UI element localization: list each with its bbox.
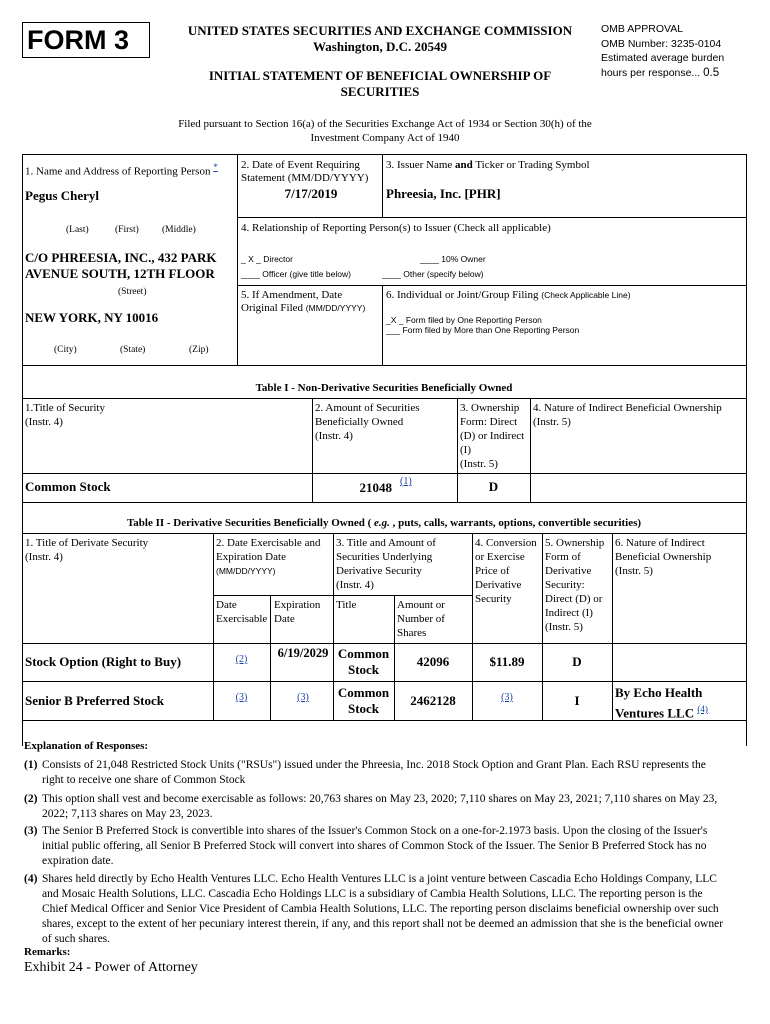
table2-col3-header	[336, 536, 436, 592]
footnote-1	[24, 758, 729, 788]
t2r2-amount: 2462128	[410, 693, 456, 708]
t2h4-l4: Derivative	[475, 579, 522, 591]
t1h1-l2: (Instr. 4)	[25, 416, 63, 428]
middle-caption: (Middle)	[162, 225, 196, 235]
t2h3b-l1: Amount or	[397, 599, 445, 611]
box5-label-line1: 5. If Amendment, Date	[241, 289, 343, 301]
table2-col2-header	[216, 536, 320, 578]
table2-col3b-header	[397, 598, 445, 640]
explanation-heading: Explanation of Responses:	[24, 740, 149, 752]
filed-pursuant-line2: Investment Company Act of 1940	[310, 132, 460, 144]
t2h2-l3: (MM/DD/YYYY)	[216, 566, 276, 576]
box2-label-line2: Statement (MM/DD/YYYY)	[241, 172, 369, 184]
one-reporting-person-checkbox[interactable]: _X _ Form filed by One Reporting Person	[386, 315, 542, 325]
box1-label-text: 1. Name and Address of Reporting Person	[25, 165, 211, 178]
t2h6-l1: 6. Nature of Indirect	[615, 537, 705, 549]
box1-label	[25, 160, 218, 179]
footnote-3-num: (3)	[24, 825, 38, 837]
filed-pursuant-line1: Filed pursuant to Section 16(a) of the Securities Exchange Act of 1934 or Section 30(h) of the	[178, 118, 592, 130]
agency-location: Washington, D.C. 20549	[313, 39, 447, 54]
remarks-text: Exhibit 24 - Power of Attorney	[24, 960, 198, 975]
table2-col1-header	[25, 536, 148, 564]
t2h5-l5: Direct (D) or	[545, 593, 603, 605]
table2-col4-header	[475, 536, 537, 606]
zip-caption: (Zip)	[189, 345, 209, 355]
t2r2-nature-footnote[interactable]: (4)	[697, 704, 708, 714]
t2h5-l2: Form of	[545, 551, 581, 563]
t2r2-title-l2: Stock	[347, 701, 380, 716]
box3-label	[386, 158, 590, 172]
footnote-2-num: (2)	[24, 793, 38, 805]
t1h1-l1: 1.Title of Security	[25, 402, 105, 414]
t2r2-security: Senior B Preferred Stock	[25, 693, 165, 708]
t1h2-l3: (Instr. 4)	[315, 430, 353, 442]
t2h2b-l1: Expiration	[274, 599, 321, 611]
box3-label-and: and	[455, 159, 473, 171]
t2r1-security: Stock Option (Right to Buy)	[25, 654, 182, 669]
omb-number: OMB Number: 3235-0104	[601, 37, 722, 50]
t2-title-a: Table II - Derivative Securities Beneficially Owned (	[126, 517, 375, 529]
t1h4-l1: 4. Nature of Indirect Beneficial Ownership	[533, 402, 722, 414]
t2h4-l2: or Exercise	[475, 551, 525, 563]
t1-security: Common Stock	[25, 479, 111, 494]
t2h6-l3: (Instr. 5)	[615, 565, 653, 577]
footnote-3	[24, 824, 729, 869]
t2h3-l4: (Instr. 4)	[336, 579, 374, 591]
omb-box	[601, 22, 766, 80]
first-caption: (First)	[115, 225, 139, 235]
t1h3-l2: Form: Direct	[460, 416, 518, 428]
t1h4-l2: (Instr. 5)	[533, 416, 571, 428]
t2h5-l7: (Instr. 5)	[545, 621, 583, 633]
footnote-2	[24, 792, 729, 822]
table1-col4-header	[533, 401, 722, 429]
t1h3-l4: (I)	[460, 444, 471, 456]
box4-label: 4. Relationship of Reporting Person(s) to Issuer (Check all applicable)	[241, 222, 551, 234]
t2r1-exercisable[interactable]: (2)	[235, 654, 248, 665]
t2r2-nature-l1: By Echo Health	[615, 685, 703, 700]
t2r2-expiration[interactable]: (3)	[297, 692, 309, 703]
table1-col1-header	[25, 401, 105, 429]
t2r2-nature	[615, 684, 745, 721]
t2h2a-l2: Exercisable	[216, 613, 268, 625]
t1-amount: 21048	[359, 480, 392, 495]
director-checkbox[interactable]: _ X _ Director	[241, 254, 293, 264]
table1-col2-header	[315, 401, 420, 443]
form-label-box	[22, 22, 150, 58]
t2h4-l5: Security	[475, 593, 512, 605]
box5-label-small: (MM/DD/YYYY)	[305, 303, 366, 313]
table2-col2a-header	[216, 598, 267, 626]
t2r1-expiration: 6/19/2029	[277, 646, 329, 660]
t2r1-title-l1: Common	[337, 646, 390, 661]
omb-burden-line1: Estimated average burden	[601, 52, 725, 64]
t2h2-l2: Expiration Date	[216, 551, 286, 563]
more-reporting-persons-checkbox[interactable]: ___ Form filed by More than One Reporting Person	[386, 325, 580, 335]
officer-checkbox[interactable]: ____ Officer (give title below)	[241, 269, 351, 279]
box3-label-c: Ticker or Trading Symbol	[472, 159, 590, 171]
t1-amount-footnote[interactable]: (1)	[400, 476, 412, 487]
box6-label-small: (Check Applicable Line)	[541, 290, 631, 300]
event-date: 7/17/2019	[284, 186, 338, 201]
table2-col5-header	[545, 536, 604, 634]
reporting-person-name: Pegus Cheryl	[25, 188, 100, 203]
t2r1-title	[333, 646, 394, 678]
t2-title-b: , puts, calls, warrants, options, convertible securities)	[389, 517, 642, 529]
box6-label	[386, 288, 631, 302]
t2h6-l2: Beneficial Ownership	[615, 551, 712, 563]
table2-title	[22, 516, 746, 530]
last-caption: (Last)	[66, 225, 89, 235]
ten-percent-owner-checkbox[interactable]: ____ 10% Owner	[420, 254, 486, 264]
other-checkbox[interactable]: ____ Other (specify below)	[382, 269, 484, 279]
footnote-3-text: The Senior B Preferred Stock is convertible into shares of the Issuer's Common Stock on a one-for-2.1973 basis. Upon the closing of the Issuer's initial public offering, all Senior B Preferred Stock will convert into shares of Common Stock of the Issuer. The Senior B Preferred Stock has no expiration date.	[42, 825, 708, 867]
t1h3-l3: (D) or Indirect	[460, 430, 525, 442]
omb-burden-label: hours per response...	[601, 66, 701, 79]
footnote-2-text: This option shall vest and become exercisable as follows: 20,763 shares on May 23, 2020; 7,110 shares on May 23, 2021; 7,110 shares on May 23, 2022; 7,113 shares on May 23, 2023.	[42, 793, 718, 820]
t1h2-l2: Beneficially Owned	[315, 416, 404, 428]
t2h2-l1: 2. Date Exercisable and	[216, 537, 321, 549]
box6-label-text: 6. Individual or Joint/Group Filing	[386, 289, 539, 301]
t2h5-l6: Indirect (I)	[545, 607, 593, 619]
t2r2-title-l1: Common	[337, 685, 390, 700]
form-title-line2: SECURITIES	[340, 84, 420, 99]
t2h3-l1: 3. Title and Amount of	[336, 537, 436, 549]
table2-col6-header	[615, 536, 711, 578]
omb-burden-value: 0.5	[703, 66, 720, 79]
box3-label-a: 3. Issuer Name	[386, 159, 456, 171]
table2-col2b-header	[274, 598, 320, 626]
t2-title-eg: e.g.	[374, 517, 390, 529]
table1-title: Table I - Non-Derivative Securities Beneficially Owned	[255, 382, 513, 394]
remarks-heading: Remarks:	[24, 946, 71, 958]
t2h3-l2: Securities Underlying	[336, 551, 433, 563]
omb-burden-line2	[601, 66, 766, 81]
city-caption: (City)	[54, 345, 77, 355]
t2h5-l3: Derivative	[545, 565, 592, 577]
t2h5-l1: 5. Ownership	[545, 537, 605, 549]
t2h2b-l2: Date	[274, 613, 295, 625]
t2h3-l3: Derivative Security	[336, 565, 422, 577]
box2-label-line1: 2. Date of Event Requiring	[241, 159, 360, 171]
street-line2: AVENUE SOUTH, 12TH FLOOR	[25, 266, 215, 281]
t1-ownership-form: D	[488, 479, 499, 494]
t2r2-nature-l2-wrap	[615, 701, 745, 721]
footnote-4-text: Shares held directly by Echo Health Ventures LLC. Echo Health Ventures LLC is a joint venture between Cascadia Echo Holdings Company, LLC and Mosaic Health Solutions, LLC. Cascadia Echo Holdings LLC is a subsidiary of Cambia Health Solutions, LLC. The reporting person is the Chief Medical Officer and Senior Vice President of Cambia Health Solutions, LLC. The reporting person disclaims beneficial ownership over such shares, except to the extent of her pecuniary interest therein, if any, and this report shall not be deemed an admission that she is the beneficial owner of such shares.	[42, 873, 724, 945]
t2h1-l2: (Instr. 4)	[25, 551, 63, 563]
footnote-1-text: Consists of 21,048 Restricted Stock Units ("RSUs") issued under the Phreesia, Inc. 2018 Stock Option and Grant Plan. Each RSU represents the right to receive one share of Common Stock	[42, 759, 706, 786]
form-label: FORM 3	[27, 25, 130, 55]
box1-footnote-link[interactable]: *	[213, 162, 218, 172]
t2r1-price: $11.89	[489, 654, 525, 669]
table2-col3a-header: Title	[336, 599, 357, 611]
t1h2-l1: 2. Amount of Securities	[315, 402, 420, 414]
table1-col3-header	[460, 401, 524, 471]
city-state-zip: NEW YORK, NY 10016	[25, 310, 159, 325]
box5-label-text: Original Filed	[241, 302, 304, 314]
t2h2a-l1: Date	[216, 599, 237, 611]
t2r1-amount: 42096	[416, 654, 450, 669]
t2r2-form: I	[574, 693, 580, 708]
state-caption: (State)	[120, 345, 146, 355]
t2r2-title	[333, 685, 394, 717]
street-line1: C/O PHREESIA, INC., 432 PARK	[25, 250, 217, 265]
omb-approval: OMB APPROVAL	[601, 23, 684, 35]
t2r1-title-l2: Stock	[347, 662, 380, 677]
agency-name: UNITED STATES SECURITIES AND EXCHANGE COMMISSION	[187, 23, 573, 38]
t2r1-form: D	[572, 654, 582, 669]
footnote-4-num: (4)	[24, 873, 38, 885]
issuer-name-ticker: Phreesia, Inc. [PHR]	[386, 186, 501, 201]
t2h1-l1: 1. Title of Derivate Security	[25, 537, 149, 549]
t2h4-l1: 4. Conversion	[475, 537, 537, 549]
t2h3b-l2: Number of	[397, 613, 445, 625]
t2r2-nature-l2: Ventures LLC	[615, 705, 695, 721]
footnote-1-num: (1)	[24, 759, 38, 771]
t2h5-l4: Security:	[545, 579, 585, 591]
t1h3-l1: 3. Ownership	[460, 402, 520, 414]
form-title-line1: INITIAL STATEMENT OF BENEFICIAL OWNERSHIP OF	[208, 68, 552, 83]
t2h3b-l3: Shares	[397, 627, 427, 639]
footnote-4	[24, 872, 729, 947]
t2h4-l3: Price of	[475, 565, 510, 577]
t2r2-exercisable[interactable]: (3)	[235, 692, 248, 703]
t2r2-price[interactable]: (3)	[501, 692, 513, 703]
t1h3-l5: (Instr. 5)	[460, 458, 498, 470]
box5-label-line2	[241, 301, 365, 315]
street-caption: (Street)	[118, 287, 147, 297]
